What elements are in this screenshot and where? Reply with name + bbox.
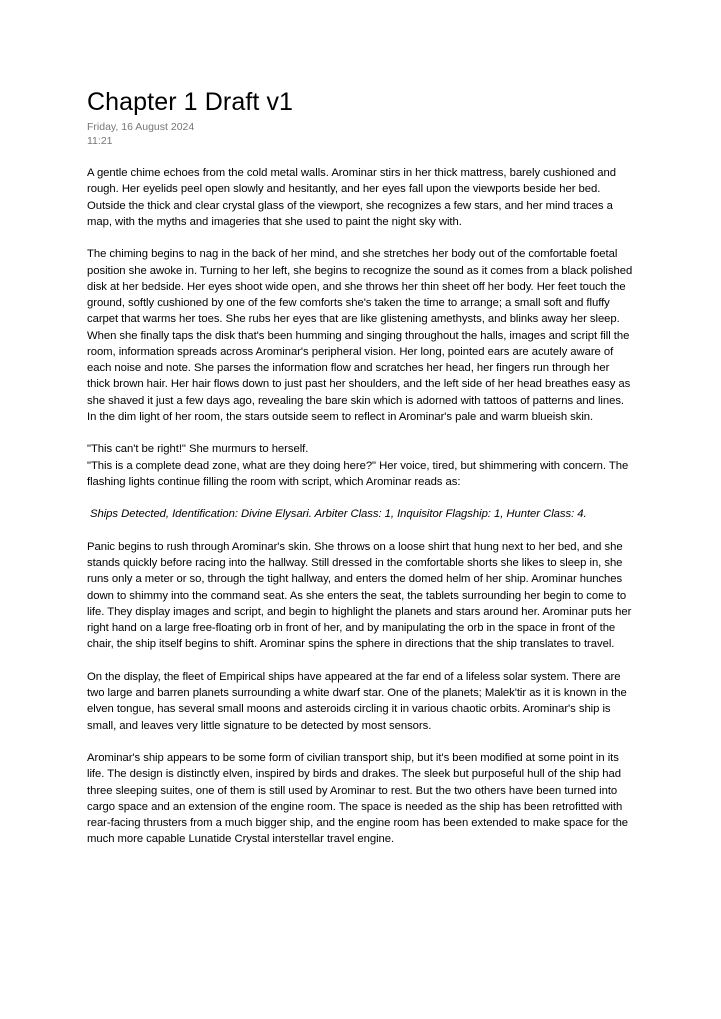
- dialogue-line: "This can't be right!" She murmurs to herself.: [87, 443, 309, 456]
- document-page: [87, 86, 635, 864]
- paragraph: Arominar's ship appears to be some form of civilian transport ship, but it's been modified at some point in its life. The design is distinctly elven, inspired by birds and drakes. The sleek but purposeful hull of the ship had three sleeping suites, one of them is still used by Arominar to rest. But the two others have been turned into cargo space and an extension of the engine room. The space is needed as the ship has been retrofitted with rear-facing thrusters from a much bigger ship, and the engine room has been extended to make space for the much more capable Lunatide Crystal interstellar travel engine.: [87, 752, 629, 846]
- paragraph: The chiming begins to nag in the back of her mind, and she stretches her body out of the comfortable foetal position she awoke in. Turning to her left, she begins to recognize the sound as it comes from a black polished disk at her bedside. Her eyes shoot wide open, and she throws her thin sheet off her body. Her feet touch the ground, softly cushioned by one of the few comforts she's taken the time to arrange; a small soft and fluffy carpet that warms her toes. She rubs her eyes that are like glistening amethysts, and blinks away her sleep. When she finally taps the disk that's been humming and singing throughout the halls, images and script fill the room, information spreads across Arominar's peripheral vision. Her long, pointed ears are acutely aware of each noise and note. She parses the information flow and scratches her head, her fingers run through her thick brown hair. Her hair flows down to just past her shoulders, and the left side of her head breathes easy as she shaved it just a few days ago, revealing the bare skin which is adorned with tattoos of patterns and lines. In the dim light of her room, the stars outside seem to reflect in Arominar's pale and warm blueish skin.: [87, 248, 633, 423]
- page-title: Chapter 1 Draft v1: [87, 88, 294, 116]
- page-date: Friday, 16 August 2024: [87, 121, 195, 133]
- paragraph: On the display, the fleet of Empirical ships have appeared at the far end of a lifeless solar system. There are two large and barren planets surrounding a white dwarf star. One of the planets; Malek'tir as it is known in the elven tongue, has several small moons and asteroids circling it in various chaotic orbits. Arominar's ship is small, and leaves very little signature to be detected by most sensors.: [87, 670, 627, 732]
- page-time: 11:21: [87, 135, 113, 147]
- ship-detection-readout: Ships Detected, Identification: Divine Elysari. Arbiter Class: 1, Inquisitor Flagship: 1, Hunter Class: 4.: [90, 508, 587, 521]
- page-body: [87, 165, 635, 848]
- dialogue-line: "This is a complete dead zone, what are they doing here?" Her voice, tired, but shimmering with concern. The flashing lights continue filling the room with script, which Arominar reads as:: [87, 459, 629, 488]
- paragraph: A gentle chime echoes from the cold metal walls. Arominar stirs in her thick mattress, barely cushioned and rough. Her eyelids peel open slowly and hesitantly, and her eyes fall upon the viewports beside her bed. Outside the thick and clear crystal glass of the viewport, she recognizes a few stars, and her mind traces a map, with the myths and imageries that she used to paint the night sky with.: [87, 167, 616, 228]
- paragraph: Panic begins to rush through Arominar's skin. She throws on a loose shirt that hung next to her bed, and she stands quickly before racing into the hallway. Still dressed in the comfortable shorts she likes to sleep in, she runs only a meter or so, through the tight hallway, and enters the domed helm of her ship. Arominar hunches down to shimmy into the command seat. As she enters the seat, the tablets surrounding her begin to come to life. They display images and script, and begin to highlight the planets and stars around her. Arominar puts her right hand on a large free-floating orb in front of her, and by manipulating the orb in the space in front of the chair, the ship itself begins to shift. Arominar spins the sphere in directions that the ship translates to travel.: [87, 540, 632, 651]
